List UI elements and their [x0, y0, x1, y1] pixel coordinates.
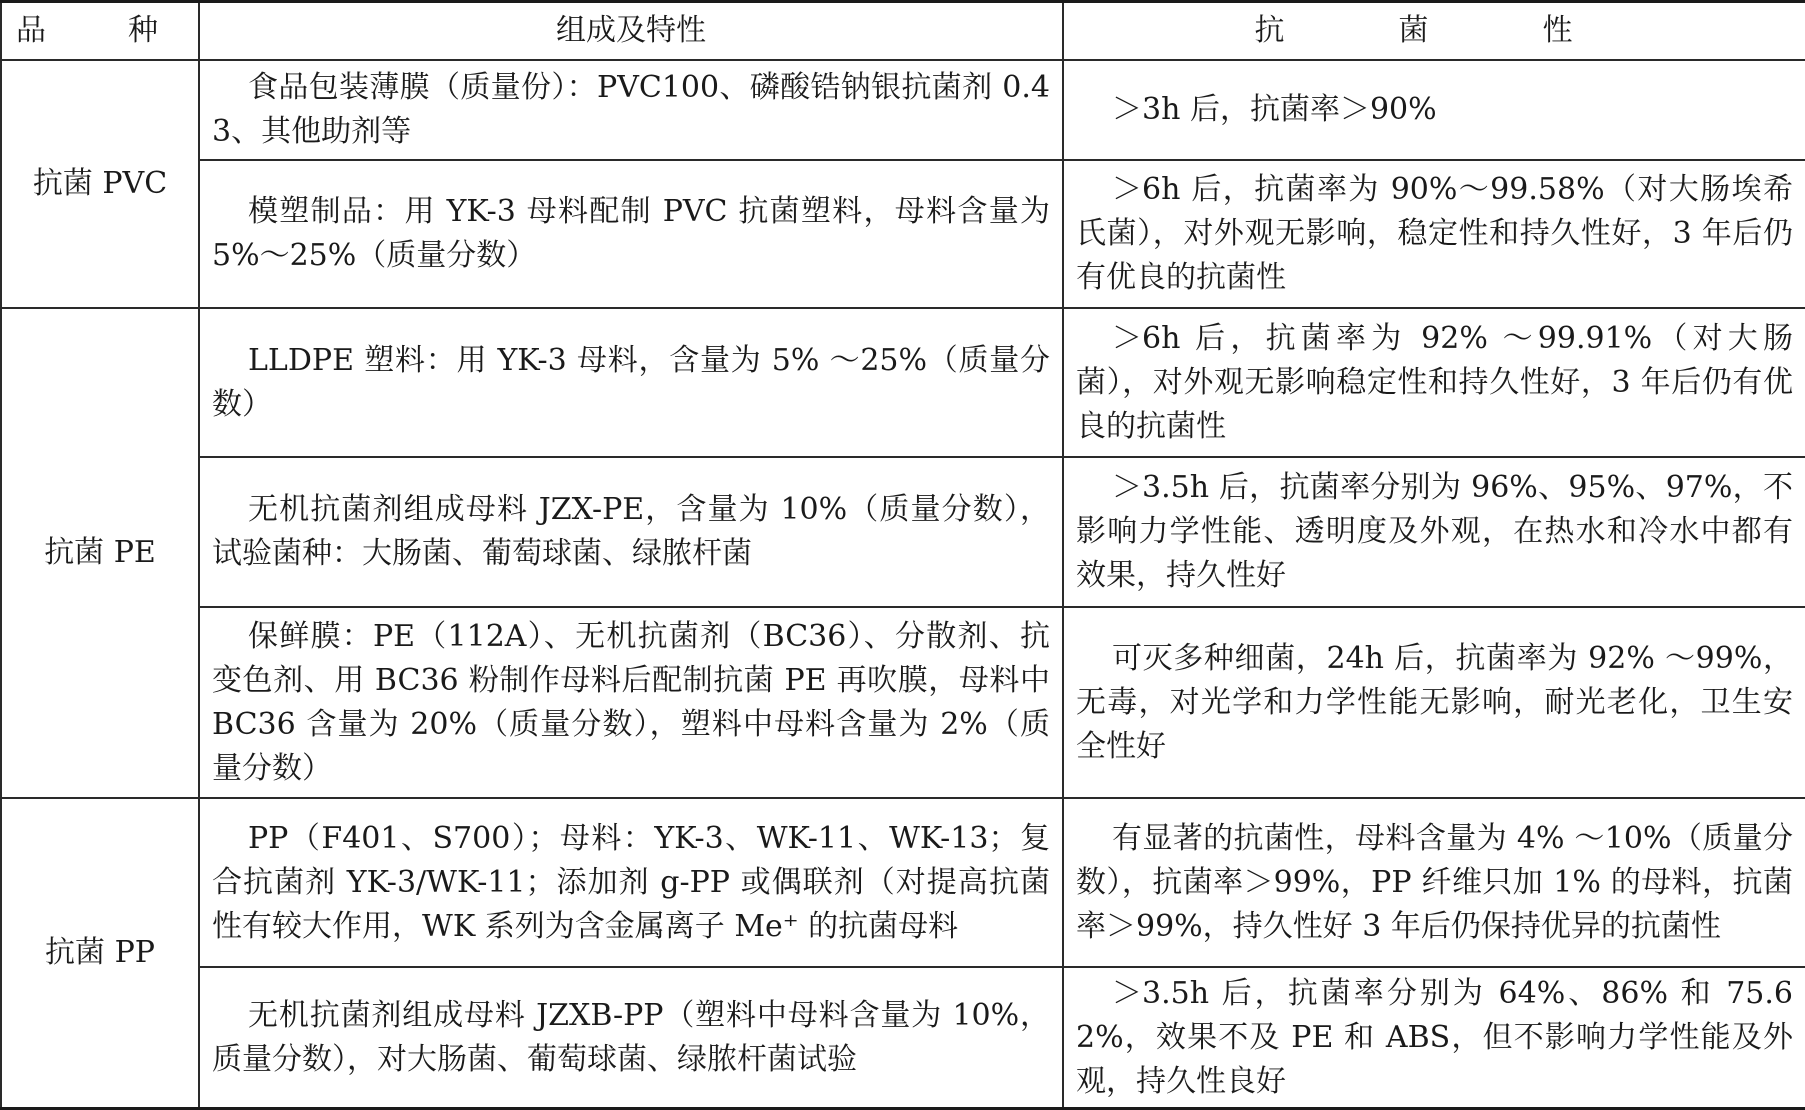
- variety-cell-pvc: 抗菌 PVC: [1, 60, 199, 308]
- table-row: [1, 160, 1805, 308]
- antibacterial-cell: ＞3.5h 后，抗菌率分别为 96%、95%、97%，不影响力学性能、透明度及外观，在热水和冷水中都有效果，持久性好: [1063, 457, 1805, 607]
- composition-cell: LLDPE 塑料：用 YK-3 母料，含量为 5% ～25%（质量分数）: [199, 308, 1063, 457]
- antibacterial-cell: ＞6h 后，抗菌率为 92% ～99.91%（对大肠菌），对外观无影响稳定性和持久性好，3 年后仍有优良的抗菌性: [1063, 308, 1805, 457]
- variety-cell-pp: 抗菌 PP: [1, 798, 199, 1109]
- composition-cell: 无机抗菌剂组成母料 JZXB-PP（塑料中母料含量为 10%，质量分数），对大肠菌、葡萄球菌、绿脓杆菌试验: [199, 967, 1063, 1109]
- antibacterial-cell: ＞6h 后，抗菌率为 90%～99.58%（对大肠埃希氏菌），对外观无影响，稳定性和持久性好，3 年后仍有优良的抗菌性: [1063, 160, 1805, 308]
- header-composition: 组成及特性: [199, 2, 1063, 61]
- antibacterial-cell: ＞3.5h 后，抗菌率分别为 64%、86% 和 75.62%，效果不及 PE 和 ABS，但不影响力学性能及外观，持久性良好: [1063, 967, 1805, 1109]
- table-row: [1, 457, 1805, 607]
- composition-cell: 模塑制品：用 YK-3 母料配制 PVC 抗菌塑料，母料含量为 5%～25%（质量分数）: [199, 160, 1063, 308]
- table-row: [1, 798, 1805, 967]
- antibacterial-cell: ＞3h 后，抗菌率＞90%: [1063, 60, 1805, 160]
- table-row: [1, 967, 1805, 1109]
- composition-cell: PP（F401、S700）；母料：YK-3、WK-11、WK-13；复合抗菌剂 YK-3/WK-11；添加剂 g-PP 或偶联剂（对提高抗菌性有较大作用，WK 系列为含金属离子 Me⁺ 的抗菌母料: [199, 798, 1063, 967]
- table-row: [1, 308, 1805, 457]
- header-antibacterial: 抗 菌 性: [1063, 2, 1805, 61]
- composition-cell: 保鲜膜：PE（112A）、无机抗菌剂（BC36）、分散剂、抗变色剂、用 BC36 粉制作母料后配制抗菌 PE 再吹膜，母料中 BC36 含量为 20%（质量分数），塑料中母料含量为 2%（质量分数）: [199, 607, 1063, 798]
- variety-cell-pe: 抗菌 PE: [1, 308, 199, 798]
- header-variety: 品 种: [1, 2, 199, 61]
- antibacterial-cell: 有显著的抗菌性，母料含量为 4% ～10%（质量分数），抗菌率＞99%，PP 纤维只加 1% 的母料，抗菌率＞99%，持久性好 3 年后仍保持优异的抗菌性: [1063, 798, 1805, 967]
- composition-cell: 食品包装薄膜（质量份）：PVC100、磷酸锆钠银抗菌剂 0.43、其他助剂等: [199, 60, 1063, 160]
- table-header-row: [1, 2, 1805, 61]
- composition-cell: 无机抗菌剂组成母料 JZX-PE，含量为 10%（质量分数），试验菌种：大肠菌、葡萄球菌、绿脓杆菌: [199, 457, 1063, 607]
- table-row: [1, 60, 1805, 160]
- table-row: [1, 607, 1805, 798]
- antibacterial-cell: 可灭多种细菌，24h 后，抗菌率为 92% ～99%，无毒，对光学和力学性能无影响，耐光老化，卫生安全性好: [1063, 607, 1805, 798]
